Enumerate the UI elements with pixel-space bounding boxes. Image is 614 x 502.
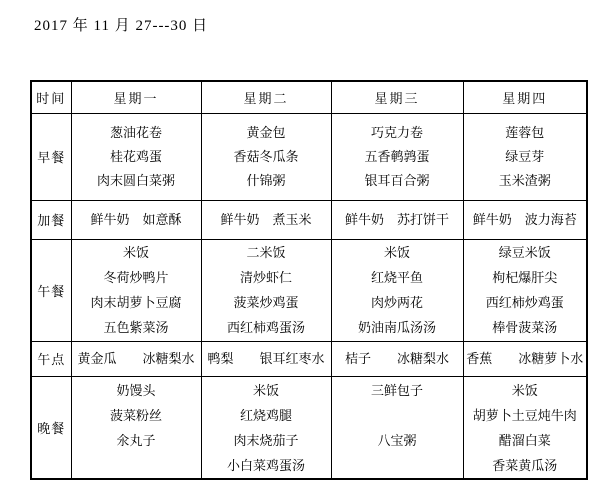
header-cell-tuesday: 星期二 — [201, 81, 331, 113]
afternoon-snack-row — [31, 341, 587, 376]
afternoon-tuesday-cell — [201, 341, 331, 376]
dish-item: 香菇冬瓜条 — [233, 148, 299, 164]
dinner-wednesday-cell — [331, 376, 463, 479]
dish-item: 莲蓉包 — [505, 124, 545, 140]
dish-item: 鲜牛奶 如意酥 — [90, 212, 182, 227]
dish-item: 八宝粥 — [377, 432, 417, 448]
dish-item: 肉末胡萝卜豆腐 — [90, 295, 182, 310]
dish-item: 米饭 — [511, 382, 538, 398]
dish-item: 二米饭 — [246, 245, 286, 260]
dish-item: 米饭 — [383, 245, 410, 260]
dish-item: 冬荷炒鸭片 — [103, 270, 169, 285]
dish-item: 米饭 — [122, 245, 149, 260]
date-title: 2017 年 11 月 27---30 日 — [34, 18, 209, 34]
dinner-row — [31, 376, 587, 479]
lunch-thursday-cell — [463, 239, 587, 341]
snack-thursday-cell — [463, 200, 587, 239]
header-cell-wednesday: 星期三 — [331, 81, 463, 113]
dish-item: 鲜牛奶 苏打饼干 — [344, 212, 449, 227]
dish-item: 肉炒两花 — [370, 295, 423, 310]
dish-item: 黄金瓜 冰糖梨水 — [77, 351, 195, 366]
lunch-wednesday-cell — [331, 239, 463, 341]
meal-label-lunch: 午餐 — [31, 239, 71, 341]
dish-item: 枸杞爆肝尖 — [492, 270, 558, 285]
dish-item: 西红柿炒鸡蛋 — [485, 295, 564, 310]
dish-item: 桔子 冰糖梨水 — [344, 351, 449, 366]
snack-wednesday-cell — [331, 200, 463, 239]
breakfast-thursday-cell — [463, 113, 587, 200]
meal-label-dinner: 晚餐 — [31, 376, 71, 479]
dish-item: 菠菜炒鸡蛋 — [233, 295, 299, 310]
breakfast-tuesday-cell — [201, 113, 331, 200]
meal-label-morning-snack: 加餐 — [31, 200, 71, 239]
lunch-tuesday-cell — [201, 239, 331, 341]
dish-item: 鸭梨 银耳红枣水 — [207, 351, 325, 366]
dish-item: 巧克力卷 — [370, 124, 423, 140]
dish-item: 米饭 — [252, 382, 279, 398]
dish-item: 玉米渣粥 — [498, 172, 551, 188]
dish-item: 什锦粥 — [246, 172, 286, 188]
dish-item: 奶油南瓜汤汤 — [357, 320, 436, 335]
dish-item: 肉末烧茄子 — [233, 432, 299, 448]
dish-item: 葱油花卷 — [109, 124, 162, 140]
dish-item: 醋溜白菜 — [498, 432, 551, 448]
dish-item: 西红柿鸡蛋汤 — [226, 320, 305, 335]
dish-item: 五香鹌鹑蛋 — [364, 148, 430, 164]
header-cell-time: 时间 — [31, 81, 71, 113]
dish-item: 奶馒头 — [116, 382, 156, 398]
morning-snack-row — [31, 200, 587, 239]
dish-item: 红烧平鱼 — [370, 270, 423, 285]
dish-item: 鲜牛奶 波力海苔 — [472, 212, 577, 227]
dish-item: 肉末圆白菜粥 — [96, 172, 175, 188]
dinner-monday-cell — [71, 376, 201, 479]
header-cell-thursday: 星期四 — [463, 81, 587, 113]
dish-item: 清炒虾仁 — [239, 270, 292, 285]
lunch-monday-cell — [71, 239, 201, 341]
menu-table — [30, 80, 588, 480]
dish-item: 红烧鸡腿 — [239, 407, 292, 423]
dinner-tuesday-cell — [201, 376, 331, 479]
dish-item — [332, 403, 463, 428]
dish-item: 绿豆米饭 — [498, 245, 551, 260]
dish-item: 银耳百合粥 — [364, 172, 430, 188]
snack-tuesday-cell — [201, 200, 331, 239]
dish-item: 小白菜鸡蛋汤 — [226, 457, 305, 473]
afternoon-monday-cell — [71, 341, 201, 376]
dish-item: 棒骨菠菜汤 — [492, 320, 558, 335]
dish-item: 黄金包 — [246, 124, 286, 140]
dish-item: 鲜牛奶 煮玉米 — [220, 212, 312, 227]
lunch-row — [31, 239, 587, 341]
breakfast-row — [31, 113, 587, 200]
dish-item: 氽丸子 — [116, 432, 156, 448]
dish-item: 香菜黄瓜汤 — [492, 457, 558, 473]
header-row — [31, 81, 587, 113]
dish-item: 香蕉 冰糖萝卜水 — [466, 351, 584, 366]
breakfast-wednesday-cell — [331, 113, 463, 200]
afternoon-wednesday-cell — [331, 341, 463, 376]
dish-item: 五色紫菜汤 — [103, 320, 169, 335]
snack-monday-cell — [71, 200, 201, 239]
meal-label-afternoon-snack: 午点 — [31, 341, 71, 376]
dish-item: 菠菜粉丝 — [109, 407, 162, 423]
dish-item: 桂花鸡蛋 — [109, 148, 162, 164]
dish-item: 绿豆芽 — [505, 148, 545, 164]
breakfast-monday-cell — [71, 113, 201, 200]
dinner-thursday-cell — [463, 376, 587, 479]
afternoon-thursday-cell — [463, 341, 587, 376]
header-cell-monday: 星期一 — [71, 81, 201, 113]
dish-item: 三鲜包子 — [370, 382, 423, 398]
dish-item: 胡萝卜土豆炖牛肉 — [472, 407, 577, 423]
meal-label-breakfast: 早餐 — [31, 113, 71, 200]
